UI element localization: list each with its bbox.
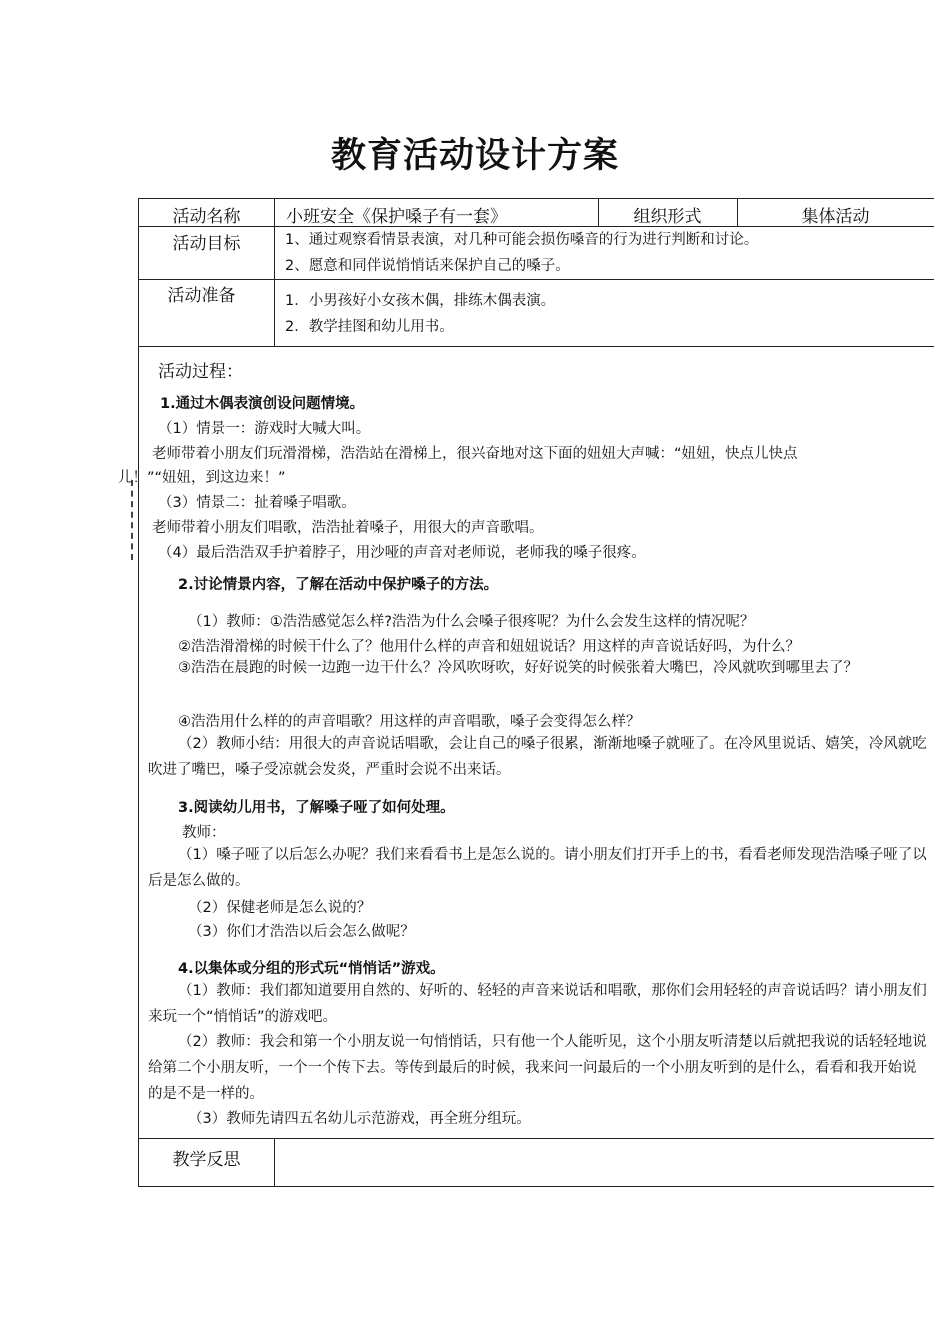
step3-question2: （2）保健老师是怎么说的？: [188, 900, 372, 916]
step3-teacher: 教师：: [182, 825, 226, 841]
organization-form-value: 集体活动: [801, 207, 870, 227]
step2-question1: （1）教师：①浩浩感觉怎么样?浩浩为什么会嗓子很疼呢？为什么会发生这样的情况呢？: [188, 614, 755, 630]
document-title: 教育活动设计方案: [330, 136, 619, 176]
step4-instruction1: （1）教师：我们都知道要用自然的、好听的、轻轻的声音来说话和唱歌，那你们会用轻轻的声音说话吗？请小朋友们来玩一个“悄悄话”的游戏吧。: [148, 983, 927, 1025]
step1-scene1-text-cont: 儿！”“妞妞，到这边来！”: [118, 470, 286, 486]
preparation-label: 活动准备: [167, 286, 236, 306]
goal-item: 1、通过观察看情景表演，对几种可能会损伤嗓音的行为进行判断和讨论。: [285, 232, 759, 248]
step3-question1: （1）嗓子哑了以后怎么办呢？我们来看看书上是怎么说的。请小朋友们打开手上的书，看看老师发现浩浩嗓子哑了以后是怎么做的。: [148, 847, 927, 889]
column-divider: [274, 199, 275, 346]
activity-name-label: 活动名称: [172, 207, 241, 227]
step1-scene2-text: 老师带着小朋友们唱歌，浩浩扯着嗓子，用很大的声音歌唱。: [152, 520, 544, 536]
row-divider: [139, 279, 934, 280]
step2-question3: ③浩浩在晨跑的时候一边跑一边干什么？冷风吹呀吹，好好说笑的时候张着大嘴巴，冷风就吹到哪里去了？: [178, 660, 858, 676]
step2-question2: ②浩浩滑滑梯的时候干什么了？他用什么样的声音和妞妞说话？用这样的声音说话好吗，为什么？: [178, 639, 800, 655]
row-divider: [139, 346, 934, 347]
row-divider: [139, 1138, 934, 1139]
reflection-label: 教学反思: [172, 1150, 241, 1170]
step4-title: 4.以集体或分组的形式玩“悄悄话”游戏。: [178, 961, 445, 977]
activity-name-value: 小班安全《保护嗓子有一套》: [286, 207, 507, 227]
step1-scene2: （3）情景二：扯着嗓子唱歌。: [158, 495, 356, 511]
step1-title: 1.通过木偶表演创设问题情境。: [160, 396, 365, 412]
step2-summary: （2）教师小结：用很大的声音说话唱歌，会让自己的嗓子很累，渐渐地嗓子就哑了。在冷风里说话、嬉笑，冷风就吃吹进了嘴巴，嗓子受凉就会发炎，严重时会说不出来话。: [148, 736, 927, 778]
step3-question3: （3）你们才浩浩以后会怎么做呢？: [188, 924, 415, 940]
step4-instruction2: （2）教师：我会和第一个小朋友说一句悄悄话，只有他一个人能听见，这个小朋友听清楚以后就把我说的话轻轻地说给第二个小朋友听，一个一个传下去。等传到最后的时候，我来问一问最后的一个小朋友听到的是什么，看看和我开始说的是不是一样的。: [148, 1034, 927, 1102]
preparation-item: 1．小男孩好小女孩木偶，排练木偶表演。: [285, 293, 556, 309]
column-divider: [274, 1138, 275, 1186]
step2-title: 2.讨论情景内容，了解在活动中保护嗓子的方法。: [178, 577, 499, 593]
step1-ending: （4）最后浩浩双手护着脖子，用沙哑的声音对老师说，老师我的嗓子很疼。: [158, 545, 646, 561]
step1-scene1-text: 老师带着小朋友们玩滑滑梯，浩浩站在滑梯上，很兴奋地对这下面的妞妞大声喊：“妞妞，快点儿快点: [152, 446, 798, 462]
margin-marks: [131, 480, 135, 560]
process-heading: 活动过程：: [158, 362, 243, 382]
organization-form-label: 组织形式: [633, 207, 702, 227]
preparation-item: 2．教学挂图和幼儿用书。: [285, 319, 454, 335]
goals-label: 活动目标: [172, 234, 241, 254]
goal-item: 2、愿意和同伴说悄悄话来保护自己的嗓子。: [285, 258, 570, 274]
step2-question4: ④浩浩用什么样的的声音唱歌？用这样的声音唱歌，嗓子会变得怎么样？: [178, 714, 641, 730]
step4-instruction3: （3）教师先请四五名幼儿示范游戏，再全班分组玩。: [188, 1111, 531, 1127]
step1-scene1: （1）情景一：游戏时大喊大叫。: [158, 421, 371, 437]
step3-title: 3.阅读幼儿用书，了解嗓子哑了如何处理。: [178, 800, 455, 816]
